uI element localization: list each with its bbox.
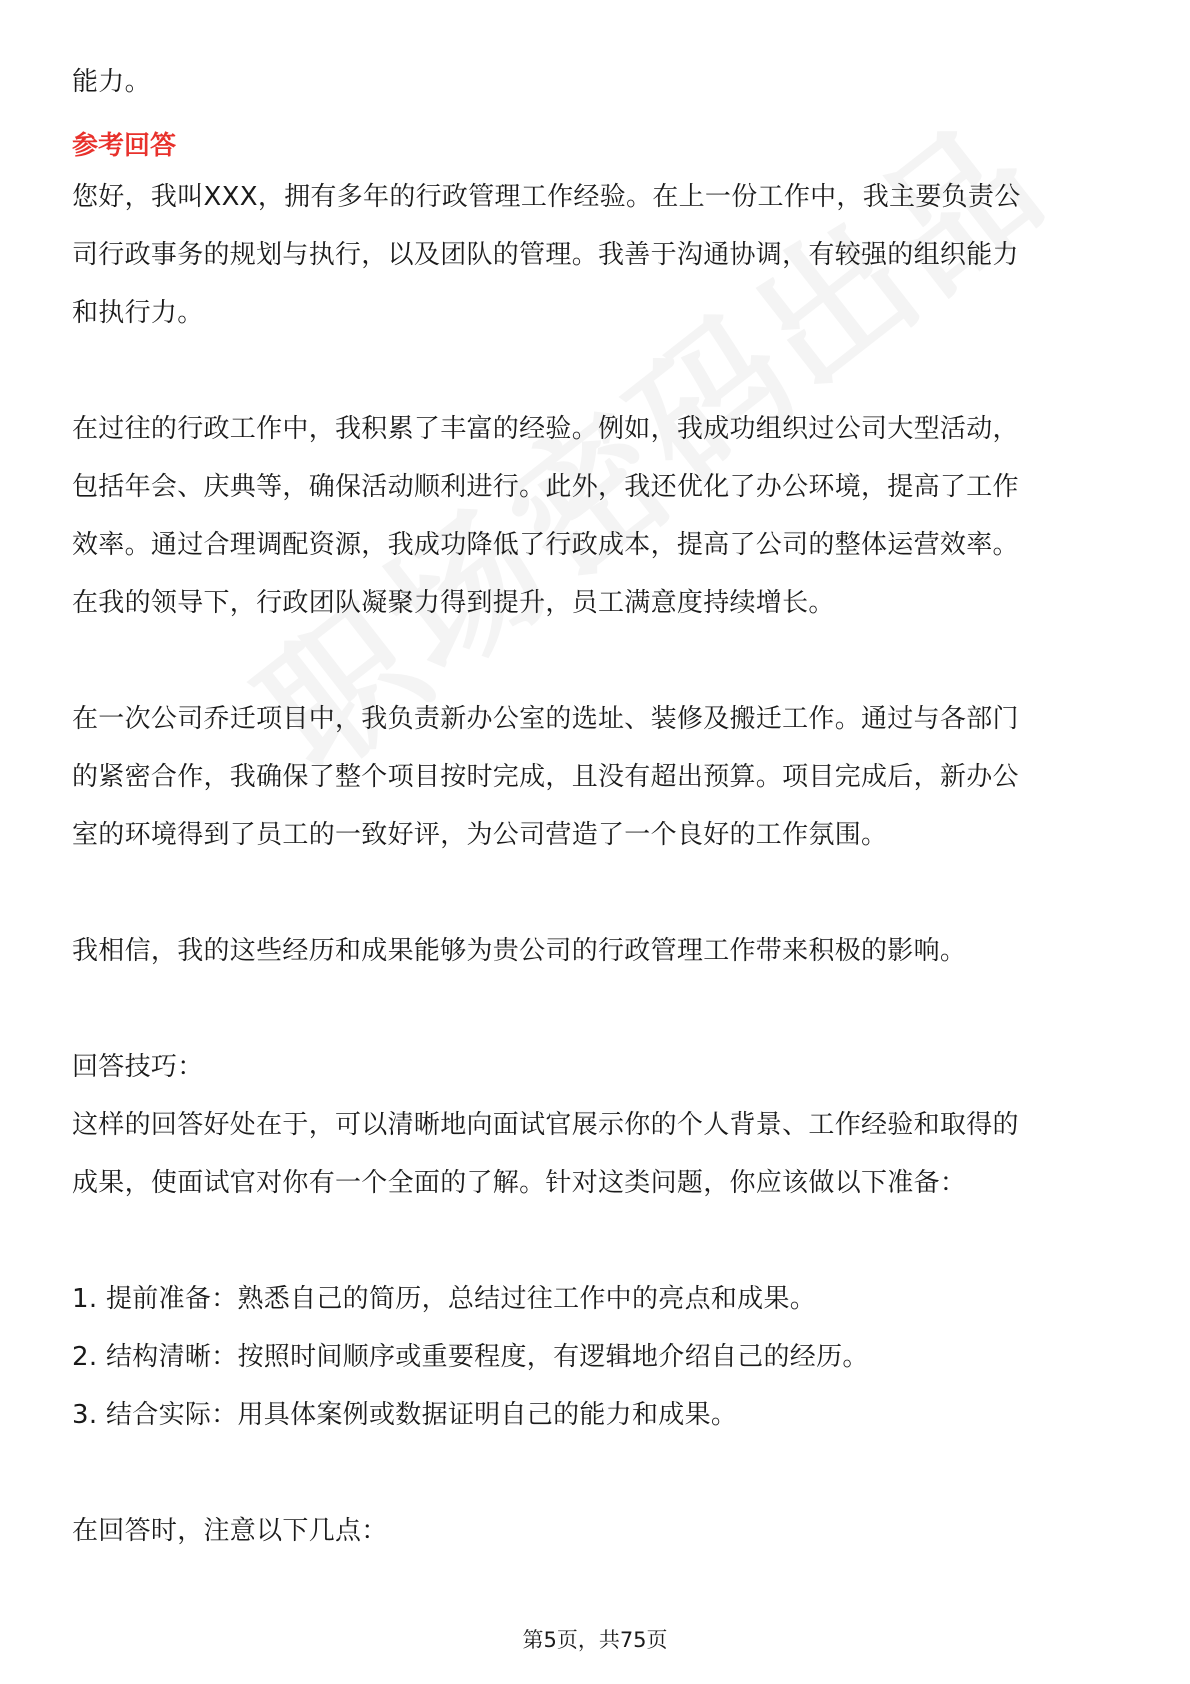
paragraph-line: 您好，我叫XXX，拥有多年的行政管理工作经验。在上一份工作中，我主要负责公 <box>72 182 1021 212</box>
answer-paragraph-2 <box>72 400 1118 632</box>
paragraph-line: 和执行力。 <box>72 298 204 328</box>
page-footer: 第5页，共75页 <box>522 1628 668 1652</box>
tips-list <box>72 1270 1118 1444</box>
tips-list-item: 3. 结合实际：用具体案例或数据证明自己的能力和成果。 <box>72 1400 738 1430</box>
answer-paragraph-3 <box>72 690 1118 864</box>
tips-section <box>72 1038 1118 1212</box>
tips-list-item: 1. 提前准备：熟悉自己的简历，总结过往工作中的亮点和成果。 <box>72 1284 817 1314</box>
paragraph-line: 在过往的行政工作中，我积累了丰富的经验。例如，我成功组织过公司大型活动， <box>72 414 1019 444</box>
top-fragment: 能力。 <box>72 67 151 97</box>
paragraph-line: 的紧密合作，我确保了整个项目按时完成，且没有超出预算。项目完成后，新办公 <box>72 762 1019 792</box>
tips-intro-line: 这样的回答好处在于，可以清晰地向面试官展示你的个人背景、工作经验和取得的 <box>72 1110 1019 1140</box>
tips-intro-line: 成果，使面试官对你有一个全面的了解。针对这类问题，你应该做以下准备： <box>72 1168 967 1198</box>
page-content <box>72 62 1118 1560</box>
paragraph-line: 在我的领导下，行政团队凝聚力得到提升，员工满意度持续增长。 <box>72 588 835 618</box>
paragraph-line: 室的环境得到了员工的一致好评，为公司营造了一个良好的工作氛围。 <box>72 820 888 850</box>
paragraph-line: 我相信，我的这些经历和成果能够为贵公司的行政管理工作带来积极的影响。 <box>72 936 967 966</box>
closing-line: 在回答时，注意以下几点： <box>72 1516 388 1546</box>
paragraph-line: 在一次公司乔迁项目中，我负责新办公室的选址、装修及搬迁工作。通过与各部门 <box>72 704 1019 734</box>
answer-paragraph-1 <box>72 168 1118 342</box>
tips-heading: 回答技巧： <box>72 1052 204 1082</box>
tips-list-item: 2. 结构清晰：按照时间顺序或重要程度，有逻辑地介绍自己的经历。 <box>72 1342 869 1372</box>
paragraph-line: 司行政事务的规划与执行，以及团队的管理。我善于沟通协调，有较强的组织能力 <box>72 240 1019 270</box>
paragraph-line: 效率。通过合理调配资源，我成功降低了行政成本，提高了公司的整体运营效率。 <box>72 530 1019 560</box>
closing-section <box>72 1502 1118 1560</box>
answer-heading: 参考回答 <box>72 131 177 161</box>
answer-paragraph-4 <box>72 922 1118 980</box>
paragraph-line: 包括年会、庆典等，确保活动顺利进行。此外，我还优化了办公环境，提高了工作 <box>72 472 1019 502</box>
